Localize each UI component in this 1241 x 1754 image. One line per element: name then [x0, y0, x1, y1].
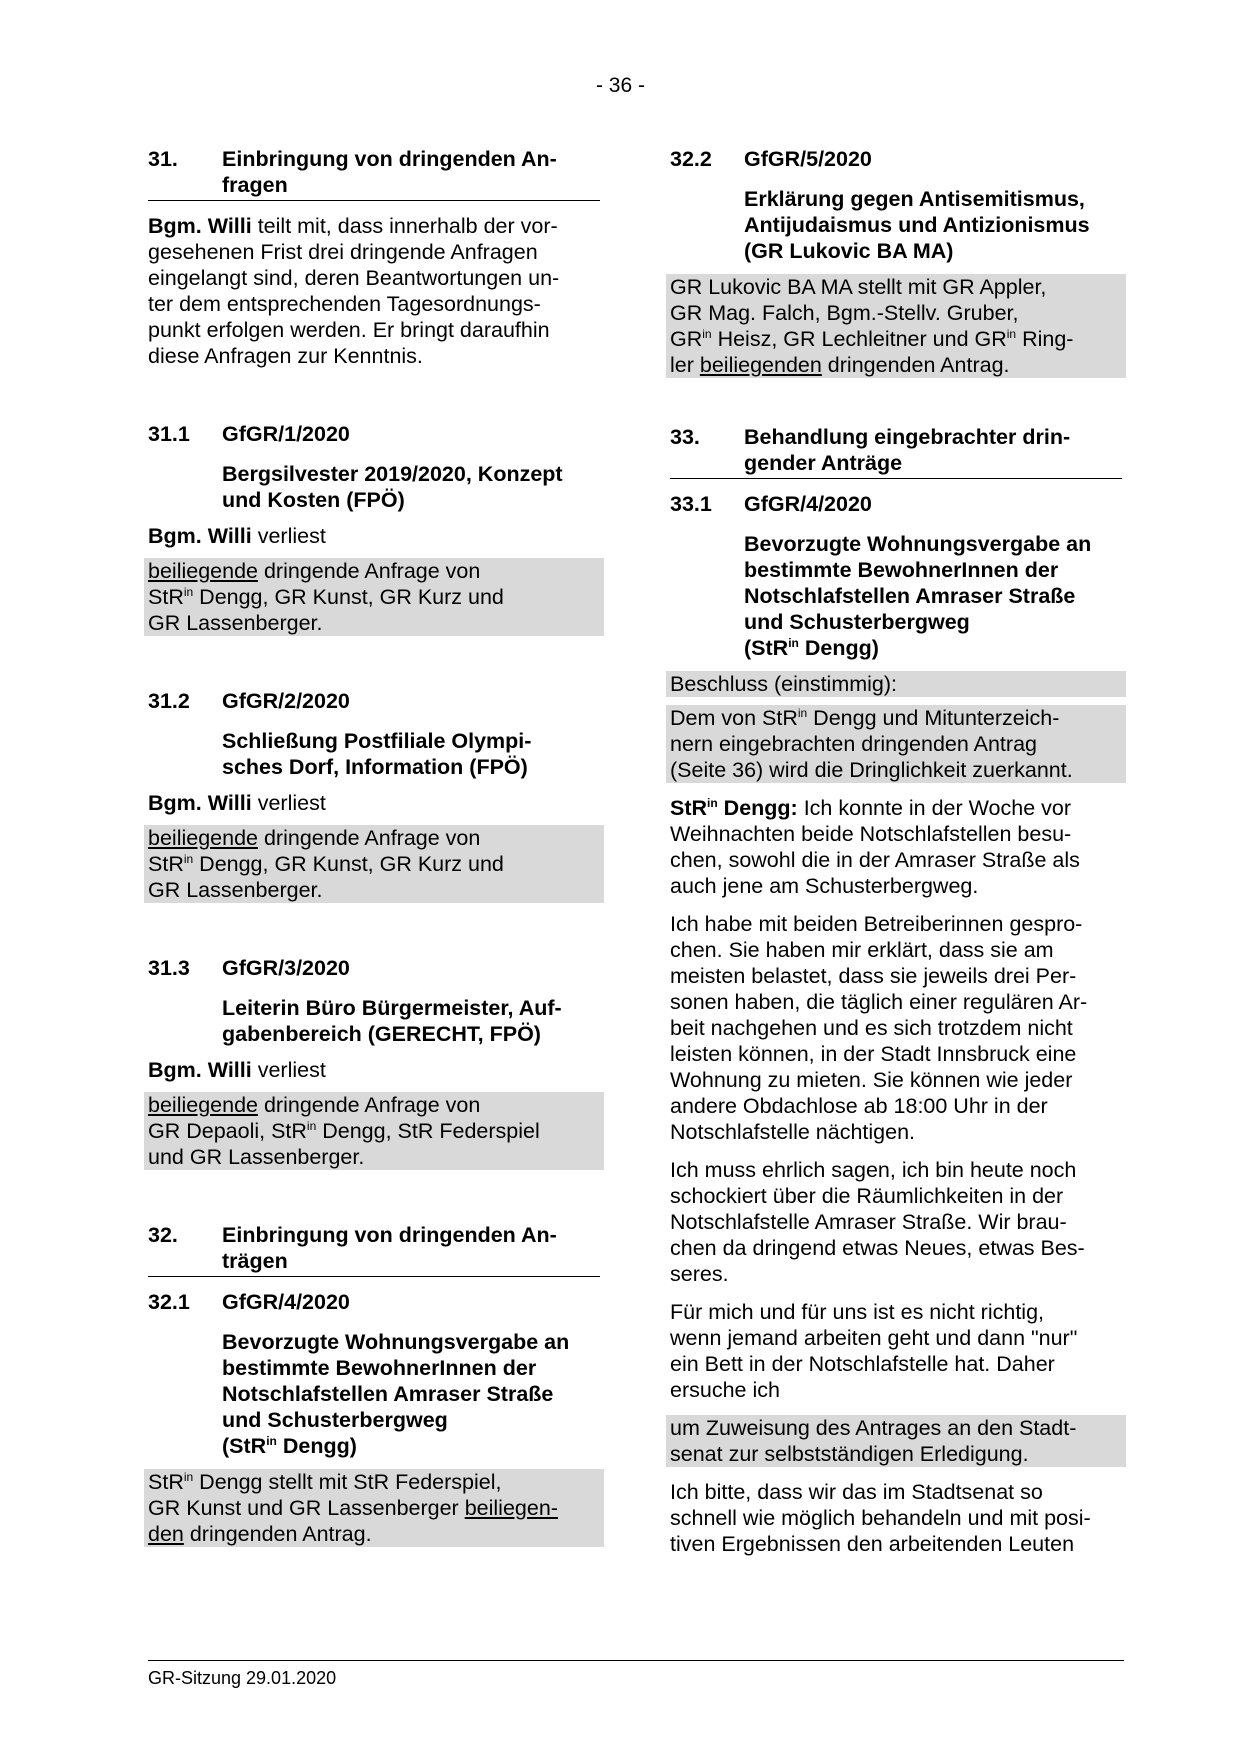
section-31-2-title: Schließung Postfiliale Olympi- sches Dorf, Information (FPÖ)	[222, 729, 532, 779]
section-33-heading: 33. Behandlung eingebrachter drin- gender Anträge	[670, 424, 1122, 479]
section-31-2-heading: 31.2 GfGR/2/2020	[148, 689, 350, 713]
section-31-3-title: Leiterin Büro Bürgermeister, Auf- gabenbereich (GERECHT, FPÖ)	[222, 996, 562, 1046]
section-32-1-title: Bevorzugte Wohnungsvergabe an bestimmte BewohnerInnen der Notschlafstellen Amraser Straße und Schusterbergweg (StR$^{in}$ Dengg)	[222, 1330, 570, 1458]
section-32-heading: 32. Einbringung von dringenden An- trägen	[148, 1222, 600, 1277]
footer-divider	[148, 1660, 1124, 1661]
left-column	[148, 146, 600, 1547]
reader-line: Bgm. Willi verliest	[148, 1058, 326, 1082]
section-31-heading	[148, 146, 600, 201]
speech-paragraph: Ich habe mit beiden Betreiberinnen gespro- chen. Sie haben mir erklärt, dass sie am meisten belastet, dass sie jeweils drei Per- sonen haben, die täglich einer regulären Ar- beit nachgehen und es sich trotzdem nicht leisten können, in der Stadt Innsbruck eine Wohnung zu mieten. Sie können wie jeder andere Obdachlose ab 18:00 Uhr in der Notschlafstelle nächtigen.	[670, 912, 1088, 1144]
section-33-1-heading: 33.1 GfGR/4/2020	[670, 492, 872, 516]
speech-paragraph: Ich bitte, dass wir das im Stadtsenat so schnell wie möglich behandeln und mit posi- tiven Ergebnissen den arbeitenden Leuten	[670, 1480, 1091, 1556]
shaded-block: GR Lukovic BA MA stellt mit GR Appler, GR Mag. Falch, Bgm.-Stellv. Gruber, $GR^{in}$ Heisz, GR Lechleitner und $GR^{in}$ Ring- ler beiliegenden dringenden Antrag.	[666, 274, 1126, 378]
section-31-1-heading: 31.1 GfGR/1/2020	[148, 422, 350, 446]
shaded-block: beiliegende dringende Anfrage von StR$^{in}$ Dengg, GR Kunst, GR Kurz und GR Lassenberger.	[144, 825, 604, 903]
reader-line: Bgm. Willi verliest	[148, 524, 326, 548]
page-number: - 36 -	[595, 74, 645, 97]
shaded-block: beiliegende dringende Anfrage von StR$^{in}$ Dengg, GR Kunst, GR Kurz und GR Lassenberger.	[144, 558, 604, 636]
shaded-request: um Zuweisung des Antrages an den Stadt- senat zur selbstständigen Erledigung.	[666, 1415, 1126, 1467]
shaded-block: StR$^{in}$ Dengg stellt mit StR Federspiel, GR Kunst und GR Lassenberger beiliegen- den dringenden Antrag.	[144, 1469, 604, 1547]
speech-dengg: StR$^{in}$ Dengg: Ich konnte in der Woche vor Weihnachten beide Notschlafstellen besu- chen, sowohl die in der Amraser Straße als auch jene am Schusterbergweg.	[670, 795, 1080, 898]
section-31-3-heading: 31.3 GfGR/3/2020	[148, 956, 350, 980]
speech-paragraph: Ich muss ehrlich sagen, ich bin heute noch schockiert über die Räumlichkeiten in der Notschlafstelle Amraser Straße. Wir brau- chen da dringend etwas Neues, etwas Bes- seres.	[670, 1158, 1085, 1286]
resolution-text: Dem von StR$^{in}$ Dengg und Mitunterzeich- nern eingebrachten dringenden Antrag (Seite 36) wird die Dringlichkeit zuerkannt.	[666, 705, 1126, 783]
section-33-1-title: Bevorzugte Wohnungsvergabe an bestimmte BewohnerInnen der Notschlafstellen Amraser Straße und Schusterbergweg (StR$^{in}$ Dengg)	[744, 532, 1092, 660]
shaded-block: beiliegende dringende Anfrage von GR Depaoli, StR$^{in}$ Dengg, StR Federspiel und GR Lassenberger.	[144, 1092, 604, 1170]
footer-text: GR-Sitzung 29.01.2020	[148, 1668, 337, 1688]
section-title: Einbringung von dringenden An- fragen	[222, 147, 557, 197]
reader-line: Bgm. Willi verliest	[148, 791, 326, 815]
section-number: 31.	[148, 147, 178, 171]
speech-paragraph: Für mich und für uns ist es nicht richtig, wenn jemand arbeiten geht und dann "nur" ein Bett in der Notschlafstelle hat. Daher ersuche ich	[670, 1300, 1078, 1402]
section-32-2-title: Erklärung gegen Antisemitismus, Antijudaismus und Antizionismus (GR Lukovic BA MA)	[744, 187, 1090, 263]
section-31-intro: Bgm. Willi teilt mit, dass innerhalb der vor- gesehenen Frist drei dringende Anfragen eingelangt sind, deren Beantwortungen un- ter dem entsprechenden Tagesordnungs- punkt erfolgen werden. Er bringt daraufhin diese Anfragen zur Kenntnis.	[148, 214, 560, 368]
resolution-label: Beschluss (einstimmig):	[666, 671, 1126, 697]
section-32-1-heading: 32.1 GfGR/4/2020	[148, 1290, 350, 1314]
section-31-1-title: Bergsilvester 2019/2020, Konzept und Kosten (FPÖ)	[222, 462, 563, 512]
section-32-2-heading: 32.2 GfGR/5/2020	[670, 147, 872, 171]
right-column	[670, 146, 1122, 1557]
